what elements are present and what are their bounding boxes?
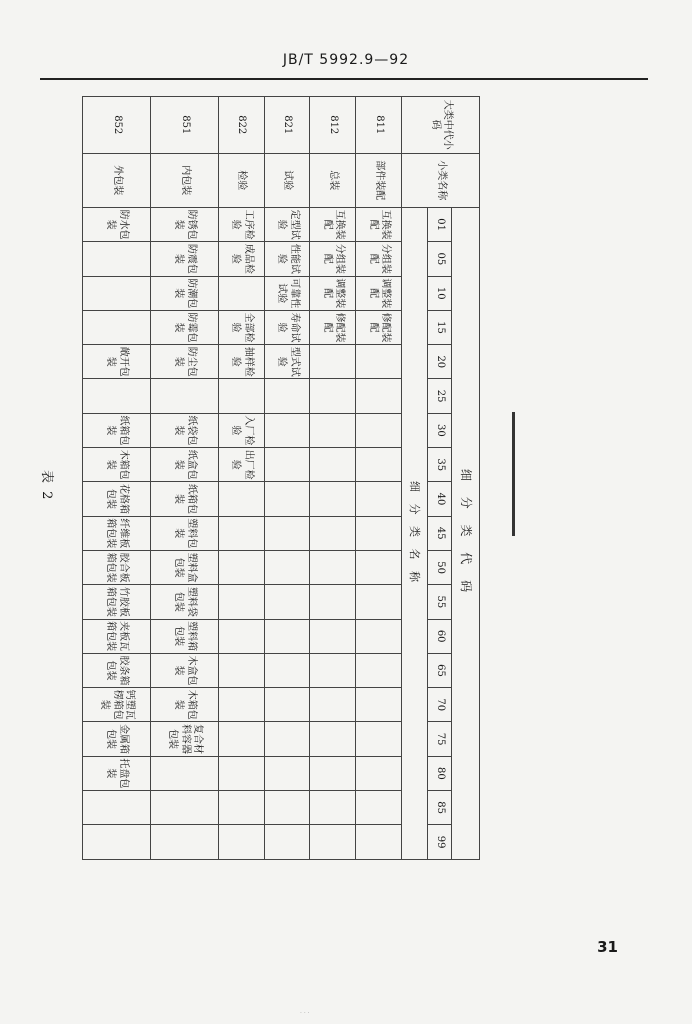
table-cell [150,756,218,790]
table-title: 细 分 类 代 码 [451,207,479,859]
table-cell [264,825,310,860]
table-cell: 竹胶板箱包装 [83,585,151,619]
table-cell [83,276,151,310]
code-header-cell: 65 [428,653,452,687]
table-cell [264,379,310,413]
table-cell [356,722,402,756]
table-cell [310,722,356,756]
header-row-subtitle [402,97,428,860]
table-cell [218,825,264,860]
code-header-cell: 99 [428,825,452,860]
row-name: 部件装配 [356,153,402,207]
table-cell [356,413,402,447]
table-row [356,97,402,860]
header-standard-code: JB/T 5992.9—92 [282,52,410,68]
table-row [83,97,151,860]
table-cell: 防锈包装 [150,207,218,241]
code-header-cell: 80 [428,756,452,790]
code-header-cell: 15 [428,310,452,344]
table-subtitle: 细 分 类 名 称 [402,207,428,859]
code-header-cell: 55 [428,585,452,619]
table-cell [310,653,356,687]
table-cell [356,448,402,482]
table-cell [264,688,310,722]
table-cell: 入厂检验 [218,413,264,447]
table-cell [218,791,264,825]
table-cell [310,619,356,653]
margin-mark [512,412,515,536]
table-cell [264,756,310,790]
table-cell [356,550,402,584]
table-cell [356,379,402,413]
row-code: 822 [218,97,264,154]
code-header-cell: 45 [428,516,452,550]
table-cell: 寿命试验 [264,310,310,344]
row-code: 811 [356,97,402,154]
table-cell [264,722,310,756]
table-cell [310,688,356,722]
table-cell: 分组装配 [310,242,356,276]
code-header-cell: 05 [428,242,452,276]
code-header-cell: 60 [428,619,452,653]
code-header-cell: 25 [428,379,452,413]
table-cell: 调整装配 [356,276,402,310]
table-cell [218,379,264,413]
table-cell: 分组装配 [356,242,402,276]
table-cell [310,379,356,413]
table-cell [264,585,310,619]
table-cell [218,756,264,790]
table-cell: 胶条箱包装 [83,653,151,687]
table-cell: 塑料盒包装 [150,550,218,584]
code-header-cell: 40 [428,482,452,516]
table-cell: 全部检验 [218,310,264,344]
table-cell [310,825,356,860]
table-cell [218,482,264,516]
table-cell [356,585,402,619]
table-cell [356,825,402,860]
code-header-cell: 20 [428,345,452,379]
table-cell: 防潮包装 [150,276,218,310]
table-cell [264,448,310,482]
table-cell: 防震包装 [150,242,218,276]
table-cell [218,550,264,584]
row-name: 内包装 [150,153,218,207]
table-cell: 金属箱包装 [83,722,151,756]
table-cell [356,482,402,516]
table-cell [83,379,151,413]
table-cell [310,550,356,584]
table-cell [310,482,356,516]
table-cell [356,345,402,379]
table-cell [264,619,310,653]
table-cell [310,448,356,482]
table-cell [264,550,310,584]
table-cell: 木箱包装 [150,688,218,722]
table-cell: 复合材料容器包装 [150,722,218,756]
table-cell: 工序检验 [218,207,264,241]
table-cell [356,756,402,790]
table-cell [218,619,264,653]
table-cell [83,791,151,825]
row-code: 852 [83,97,151,154]
table-cell [310,516,356,550]
table-cell [310,585,356,619]
table-cell: 木箱包装 [83,448,151,482]
code-header-cell: 30 [428,413,452,447]
table-cell: 夹板瓦箱包装 [83,619,151,653]
table-cell [83,310,151,344]
table-cell [264,791,310,825]
table-cell: 纸箱包装 [83,413,151,447]
table-cell: 性能试验 [264,242,310,276]
table-cell [218,516,264,550]
table-cell [356,619,402,653]
table-cell: 托盘包装 [83,756,151,790]
header-rule [40,78,648,80]
table-cell [150,791,218,825]
table-cell [264,482,310,516]
table-row [218,97,264,860]
table-cell [356,653,402,687]
code-header-cell: 85 [428,791,452,825]
table-row [264,97,310,860]
table-cell [264,653,310,687]
row-code: 812 [310,97,356,154]
table-cell: 修配装配 [356,310,402,344]
code-header-cell: 01 [428,207,452,241]
table-cell [310,791,356,825]
row-code: 851 [150,97,218,154]
footer-text: · · · [300,1010,310,1017]
table-cell: 出厂检验 [218,448,264,482]
table-cell: 抽样检验 [218,345,264,379]
table-cell [83,825,151,860]
table-cell [310,345,356,379]
row-name: 总装 [310,153,356,207]
rotated-table-container [82,96,480,860]
table-row [310,97,356,860]
table-cell: 木盒包装 [150,653,218,687]
table-cell: 防霉包装 [150,310,218,344]
table-cell: 型式试验 [264,345,310,379]
code-header-row [428,97,452,860]
corner-small-label: 小类名称 [402,153,480,207]
table-cell: 成品检验 [218,242,264,276]
table-cell: 纸盒包装 [150,448,218,482]
table-cell [218,722,264,756]
table-cell: 塑料袋包装 [150,585,218,619]
table-cell [310,756,356,790]
table-cell [356,791,402,825]
table-row [150,97,218,860]
table-cell: 钙塑瓦楞箱包装 [83,688,151,722]
table-cell [150,379,218,413]
row-name: 检验 [218,153,264,207]
table-cell [218,653,264,687]
table-cell [356,688,402,722]
table-cell: 塑料包装 [150,516,218,550]
table-cell: 纤维板箱包装 [83,516,151,550]
table-cell: 纸袋包装 [150,413,218,447]
table-cell: 可靠性试验 [264,276,310,310]
table-cell: 调整装配 [310,276,356,310]
table-cell: 修配装配 [310,310,356,344]
table-cell [356,516,402,550]
table-cell: 胶合板箱包装 [83,550,151,584]
table-caption: 表 2 [39,470,54,502]
table-cell: 防水包装 [83,207,151,241]
table-cell [218,276,264,310]
table-cell [218,688,264,722]
table-cell [83,242,151,276]
row-name: 试验 [264,153,310,207]
code-header-cell: 10 [428,276,452,310]
table-cell: 敞开包装 [83,345,151,379]
header-row-title [451,97,479,860]
table-cell: 塑料箱包装 [150,619,218,653]
table-cell: 纸箱包装 [150,482,218,516]
table-cell: 定型试验 [264,207,310,241]
row-code: 821 [264,97,310,154]
table-cell [218,585,264,619]
table-cell: 防尘包装 [150,345,218,379]
row-name: 外包装 [83,153,151,207]
page-number: 31 [597,938,618,956]
table-cell [310,413,356,447]
table-cell [264,413,310,447]
classification-table [82,96,480,860]
corner-big-label: 大类中代小码 [402,97,480,154]
code-header-cell: 75 [428,722,452,756]
code-header-cell: 70 [428,688,452,722]
code-header-cell: 50 [428,550,452,584]
table-cell: 互换装配 [310,207,356,241]
table-cell [264,516,310,550]
table-cell: 花格箱包装 [83,482,151,516]
table-cell: 互换装配 [356,207,402,241]
code-header-cell: 35 [428,448,452,482]
table-cell [150,825,218,860]
